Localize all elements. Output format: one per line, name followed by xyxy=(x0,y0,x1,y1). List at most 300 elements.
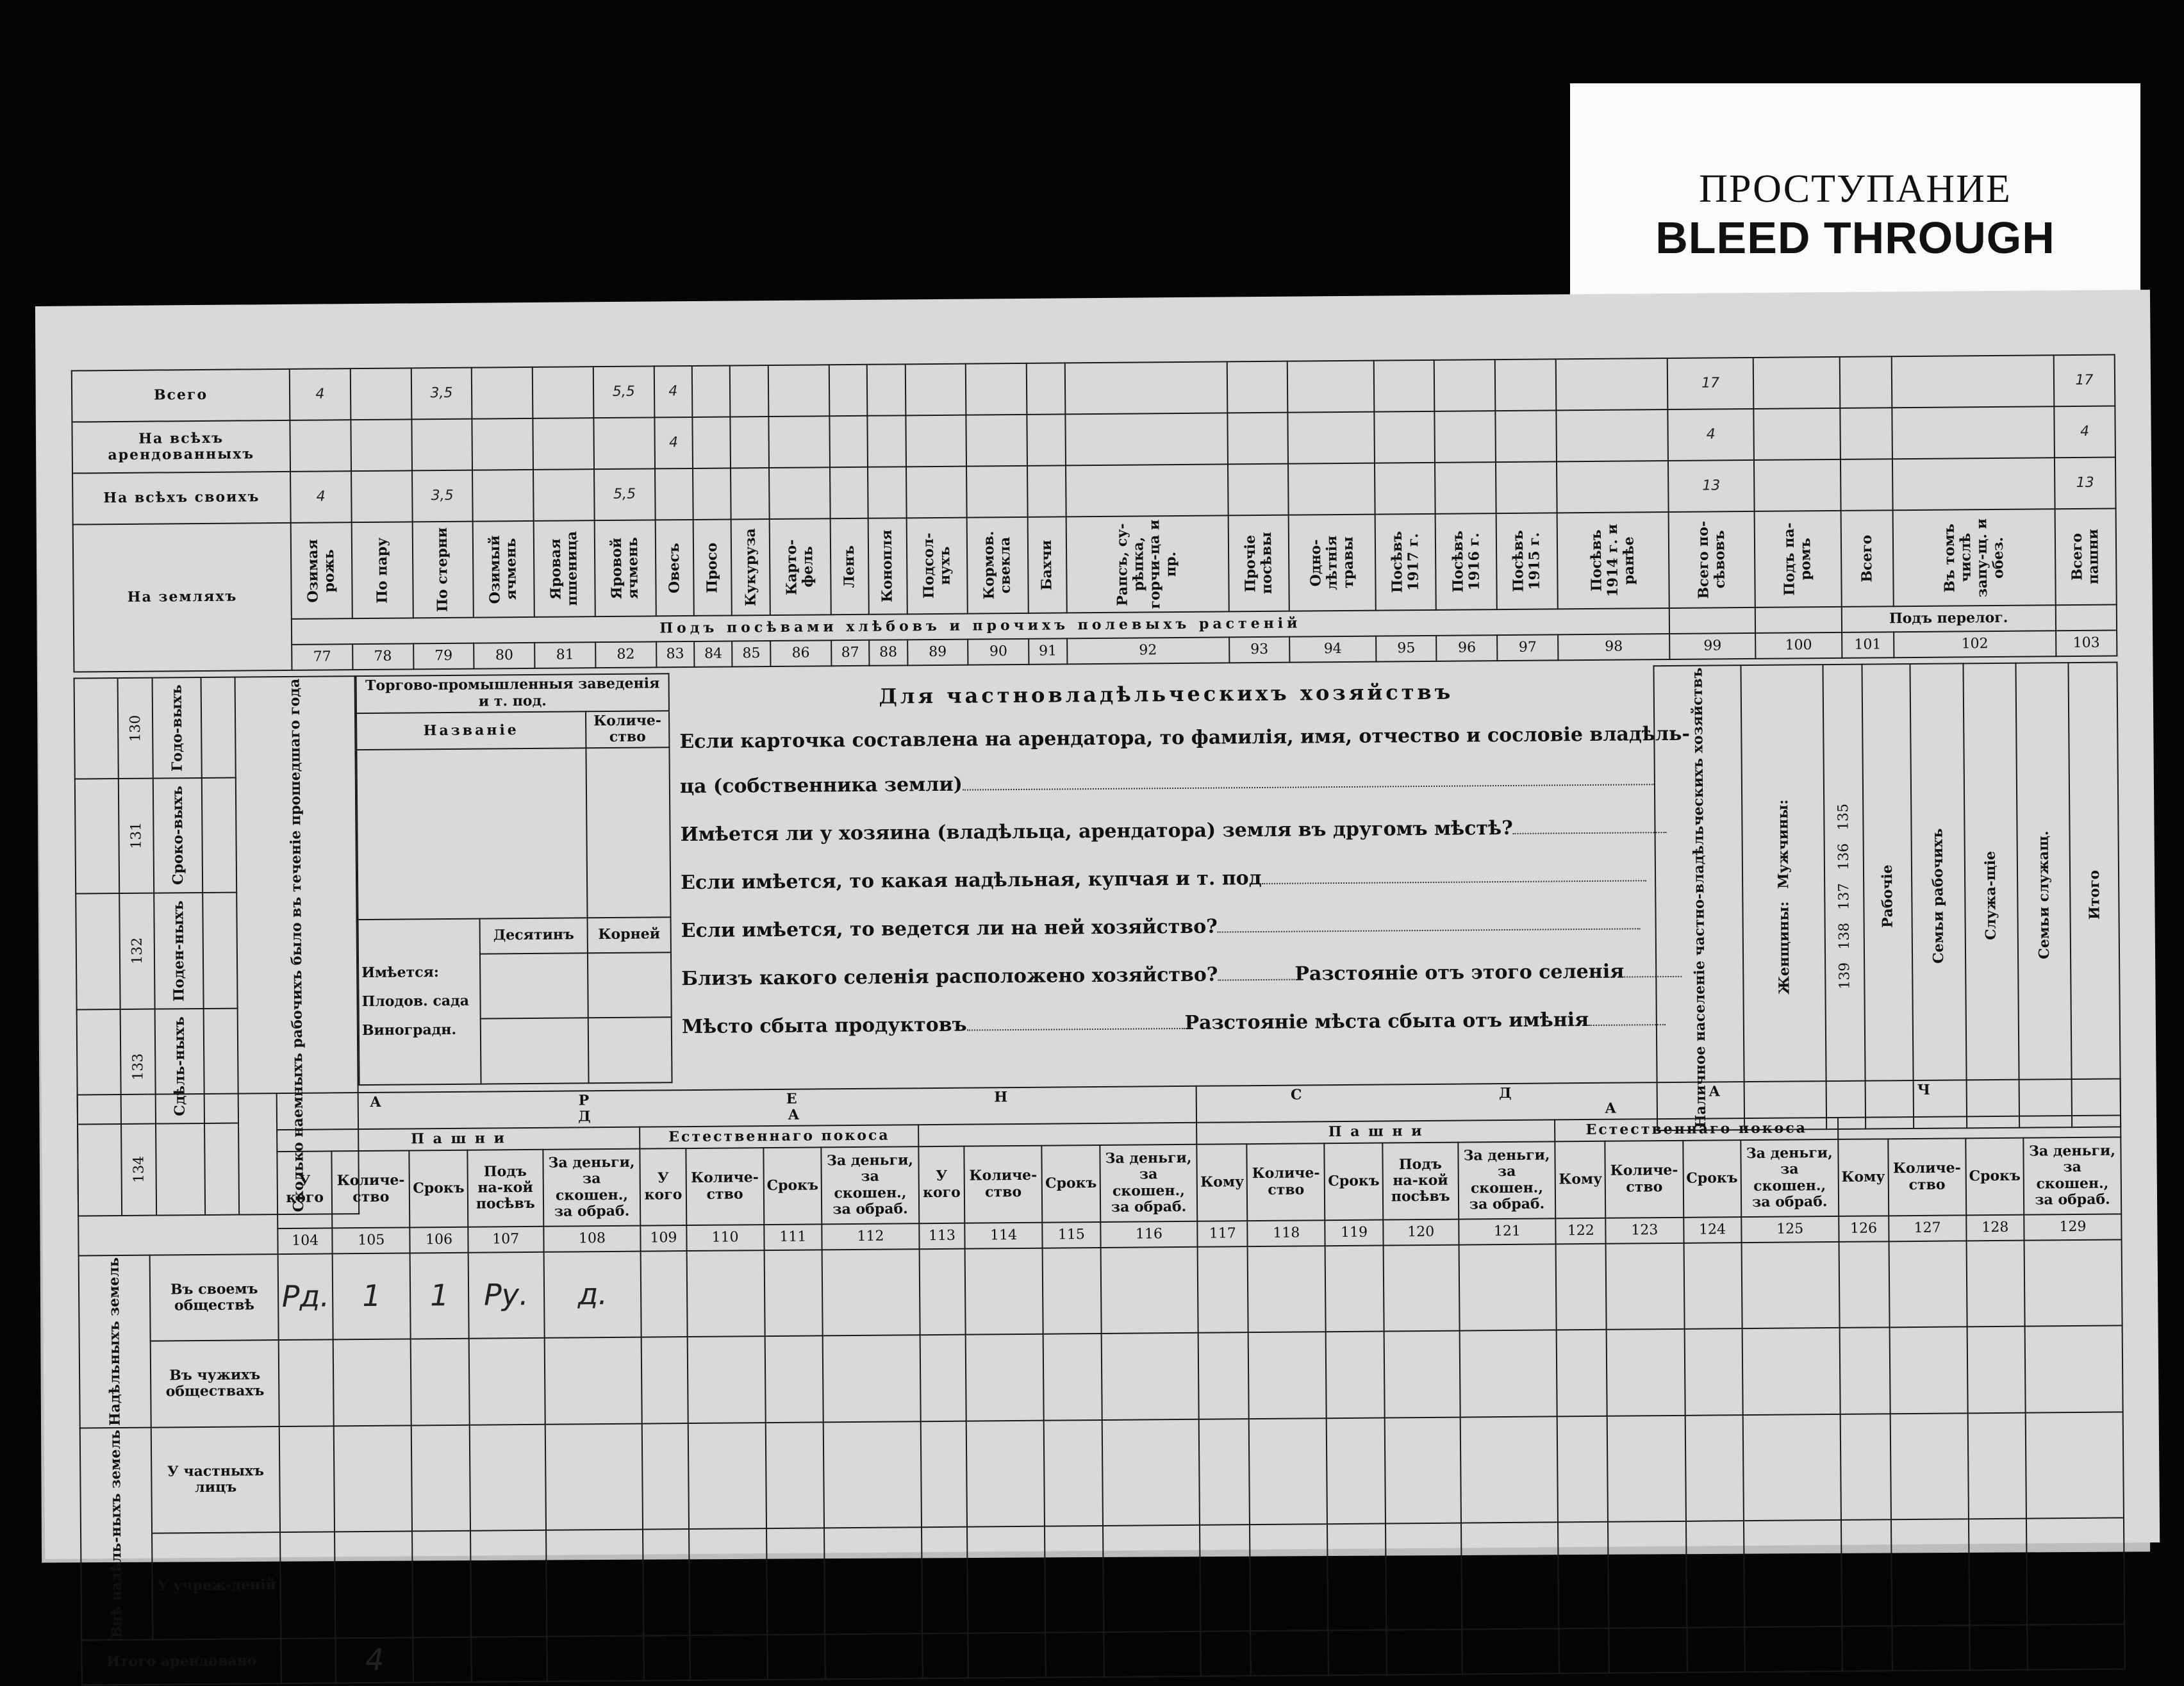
lease-cell xyxy=(1250,1524,1328,1631)
lease-pay-label: За деньги, за скошен., за обраб. xyxy=(1458,1141,1556,1219)
crop-column-label-text: Посѣвъ 1916 г. xyxy=(1449,531,1483,593)
lease-cell xyxy=(1383,1244,1459,1331)
lease-qty-label: Количе-ство xyxy=(686,1148,764,1225)
label-en: BLEED THROUGH xyxy=(1655,213,2055,263)
crop-column-label xyxy=(1228,515,1289,612)
lease-qty-label: Количе-ство xyxy=(1605,1140,1684,1218)
crop-cell xyxy=(472,367,533,419)
hired-value-cell xyxy=(202,778,236,893)
question-1b xyxy=(680,768,1655,798)
hired-col-number xyxy=(120,893,155,1009)
question-1a: Если карточка составлена на арендатора, то фамилія, имя, отчество и сословіе владѣль- xyxy=(679,722,1691,754)
lease-cell xyxy=(1684,1243,1742,1329)
crop-column-label xyxy=(967,517,1029,614)
crop-column-label-text: Прочіе посѣвы xyxy=(1241,532,1275,595)
crop-column-label xyxy=(1892,509,2055,606)
lease-who-label: Кому xyxy=(1838,1139,1889,1216)
hired-col-number-text: 132 xyxy=(129,938,145,965)
crop-cell xyxy=(1557,461,1669,513)
lease-row xyxy=(79,1239,2122,1342)
crop-column-label xyxy=(1435,513,1497,610)
crop-cell xyxy=(769,467,830,519)
column-number: 79 xyxy=(413,643,474,670)
lease-cell xyxy=(1100,1246,1198,1334)
hired-value-cell xyxy=(201,677,236,779)
lease-qty-label: Количе-ство xyxy=(332,1150,410,1228)
crop-column-label xyxy=(291,522,352,619)
lease-total-cell xyxy=(1744,1626,1842,1672)
lease-cell xyxy=(1558,1522,1609,1628)
crop-cell xyxy=(1435,411,1496,463)
lease-term-label: Срокъ xyxy=(1965,1137,2024,1215)
lease-pay-label: За деньги, за скошен., за обраб. xyxy=(543,1148,641,1226)
crop-cell xyxy=(1495,359,1556,411)
answer-line xyxy=(1262,880,1646,884)
lease-cell xyxy=(1607,1415,1685,1522)
crop-cell xyxy=(692,417,731,468)
column-number: 94 xyxy=(1289,636,1376,663)
lease-cell xyxy=(1967,1326,2025,1413)
lease-col-number: 126 xyxy=(1839,1216,1889,1242)
population-col-label: Итого xyxy=(2085,870,2103,920)
crop-column-label xyxy=(1755,511,1842,607)
lease-total-cell xyxy=(690,1635,768,1680)
lease-qty-label: Количе-ство xyxy=(964,1145,1042,1223)
crop-cell xyxy=(533,469,594,521)
lease-cell xyxy=(641,1251,687,1337)
lease-cell xyxy=(1839,1327,1890,1414)
crop-cell xyxy=(1753,357,1840,409)
crop-column-label-text: Просо xyxy=(704,542,721,593)
trade-qty-header: Количе-ство xyxy=(586,711,669,748)
crop-column-label-text: Карто-фель xyxy=(782,539,816,595)
lease-qty-label: Количе-ство xyxy=(1247,1143,1325,1221)
crop-column-label-text: Одно-лѣтнія травы xyxy=(1307,535,1357,590)
crop-cell xyxy=(868,467,906,518)
lease-cell xyxy=(545,1423,643,1530)
crop-cell xyxy=(1556,409,1668,461)
column-number: 99 xyxy=(1669,633,1756,659)
lease-term-label: Срокъ xyxy=(763,1147,822,1225)
crop-cell xyxy=(829,416,868,467)
lease-cell xyxy=(1248,1332,1327,1418)
crop-column-label-text: Озимый ячмень xyxy=(486,534,520,604)
column-number: 82 xyxy=(595,641,656,668)
roots-cell xyxy=(588,1017,672,1083)
column-number: 90 xyxy=(968,639,1029,665)
crop-column-label xyxy=(830,518,869,615)
trade-name-cell xyxy=(356,748,587,919)
lease-col-number: 111 xyxy=(764,1224,822,1250)
lease-col-number: 116 xyxy=(1100,1221,1198,1247)
population-side-label-text: Наличное населеніе частно-владѣльческихъ хозяйствъ xyxy=(1689,667,1709,1128)
crop-cell xyxy=(1839,356,1892,408)
crop-cell: 5,5 xyxy=(594,468,655,520)
lease-cell xyxy=(1840,1414,1890,1520)
lease-total-cell xyxy=(644,1635,690,1681)
lease-term-label: Срокъ xyxy=(1683,1140,1741,1218)
lease-total-cell xyxy=(922,1633,968,1679)
column-number: 89 xyxy=(907,640,968,666)
crop-column-label-text: Подъ па-ромъ xyxy=(1780,522,1814,596)
crop-column-label-text: Посѣвъ 1914 г. и ранѣе xyxy=(1587,524,1638,597)
population-row xyxy=(1653,663,2121,1130)
lease-pay-label: За деньги, за скошен., за обраб. xyxy=(1741,1139,1839,1217)
lease-cell xyxy=(688,1423,766,1530)
lease-total-cell xyxy=(1609,1628,1687,1673)
lease-col-number: 125 xyxy=(1741,1216,1839,1243)
question-6 xyxy=(682,1008,1666,1038)
lease-cell xyxy=(966,1420,1045,1527)
question-2-text: Имѣется ли у хозяина (владѣльца, арендатора) земля въ другомъ мѣстѣ? xyxy=(680,816,1513,847)
crop-cell xyxy=(290,420,351,472)
population-table xyxy=(1653,661,2121,1130)
crop-cell xyxy=(1288,463,1375,515)
lease-cell xyxy=(1969,1519,2028,1625)
crop-cell xyxy=(351,470,412,522)
hired-col-number xyxy=(119,779,154,893)
lease-cell xyxy=(1742,1328,1840,1415)
crop-caption: Подъ посѣвами хлѣбовъ и прочихъ полевыхъ растеній xyxy=(292,608,1669,645)
crop-cell xyxy=(472,470,533,522)
vineyard-label: Виноградн. xyxy=(361,1021,457,1039)
crop-column-label xyxy=(594,520,656,616)
lease-cell xyxy=(765,1422,824,1528)
lease-group-header xyxy=(1838,1115,2121,1139)
hired-col-label-text: Сроко-выхъ xyxy=(169,786,186,886)
hired-col-label-text: Сдѣль-ныхъ xyxy=(170,1016,188,1116)
crop-cell xyxy=(1892,406,2055,459)
question-5-text: Близъ какого селенія расположено хозяйство? xyxy=(681,963,1218,991)
lease-total-cell xyxy=(1842,1626,1892,1671)
lease-cell xyxy=(1841,1520,1892,1626)
crop-cell xyxy=(1496,461,1557,513)
lease-group-header: П а ш н и xyxy=(277,1127,640,1151)
lease-cell xyxy=(1326,1332,1384,1418)
crop-cell xyxy=(533,418,593,470)
crop-cell: 4 xyxy=(290,368,351,420)
crop-cell xyxy=(1496,410,1557,462)
lease-cell xyxy=(1248,1246,1326,1332)
census-card xyxy=(35,290,2160,1678)
orchard-label: Плодов. сада xyxy=(361,992,470,1011)
lease-cell xyxy=(1045,1526,1104,1632)
crop-cell xyxy=(1892,458,2055,510)
lease-col-number: 124 xyxy=(1684,1217,1742,1243)
lease-who-label: У кого xyxy=(918,1146,964,1223)
column-number: 102 xyxy=(1894,631,2056,657)
column-number: 96 xyxy=(1437,635,1498,661)
sdacha-title: С Д А Ч А xyxy=(1196,1079,2121,1122)
hired-col-number xyxy=(118,678,153,779)
lease-cell xyxy=(1891,1519,1969,1626)
column-number: 92 xyxy=(1067,637,1229,664)
desyatin-header: Десятинъ xyxy=(480,918,588,954)
crop-column-label-text: По стерни xyxy=(433,527,452,613)
hired-col-number-text: 131 xyxy=(128,822,145,850)
population-col xyxy=(1862,664,1914,1128)
lease-total-cell xyxy=(1687,1627,1745,1673)
lease-col-number: 107 xyxy=(468,1226,543,1252)
population-number: 135 xyxy=(1835,804,1852,831)
crop-column-label-text: Кормов. свекла xyxy=(980,531,1014,600)
lease-table xyxy=(77,1078,2126,1685)
lease-col-number: 115 xyxy=(1043,1222,1101,1248)
lease-who-label: У кого xyxy=(277,1151,333,1228)
lease-total-cell xyxy=(1892,1625,1970,1671)
fallow-label: Подъ перелог. xyxy=(1841,605,2056,632)
population-number: 138 xyxy=(1836,923,1853,950)
lease-cell xyxy=(2024,1239,2122,1326)
crop-cell xyxy=(693,468,731,519)
answer-line xyxy=(967,1028,1185,1031)
lease-cell xyxy=(766,1528,825,1635)
lease-col-number: 113 xyxy=(919,1223,964,1249)
crop-cell xyxy=(1375,463,1435,515)
lease-total-cell xyxy=(1969,1625,2028,1671)
crop-cell xyxy=(351,419,411,471)
lease-total-cell xyxy=(1046,1632,1104,1678)
column-number: 100 xyxy=(1755,632,1842,659)
lease-term-label: Срокъ xyxy=(1042,1145,1100,1223)
lease-total-cell xyxy=(1251,1630,1329,1676)
lease-cell xyxy=(822,1249,920,1336)
crop-column-label-text: Всего пашни xyxy=(2069,529,2102,585)
has-label: Имѣется: xyxy=(361,963,440,981)
lease-cell xyxy=(1386,1523,1462,1630)
hired-value-cell xyxy=(203,892,238,1009)
crop-column-label xyxy=(770,518,831,615)
lease-cell xyxy=(764,1250,822,1336)
lease-total-cell xyxy=(1201,1631,1251,1676)
population-col-label: Служа-щіе xyxy=(1981,850,2000,940)
men-label: Мужчины: xyxy=(1774,799,1792,889)
lease-cell xyxy=(546,1530,644,1637)
crop-column-label-text: Озимая рожь xyxy=(304,538,338,603)
lease-total-cell xyxy=(968,1633,1046,1678)
crop-cell xyxy=(1435,462,1496,514)
row-label: Всего xyxy=(72,369,290,422)
column-number: 77 xyxy=(292,644,352,670)
lease-pay-label: За деньги, за скошен., за обраб. xyxy=(2023,1137,2121,1214)
lease-cell xyxy=(2026,1412,2124,1519)
lease-cell xyxy=(823,1421,922,1528)
hired-col-label-text: Поден-ныхъ xyxy=(169,900,188,1002)
crop-column-label xyxy=(473,521,534,618)
crop-column-label xyxy=(868,518,907,614)
column-number: 95 xyxy=(1376,636,1437,662)
column-number: 78 xyxy=(352,643,413,670)
column-number: 101 xyxy=(1842,632,1894,658)
trade-name-header: Названіе xyxy=(356,711,586,750)
lease-group-header: Естественнаго покоса xyxy=(640,1125,919,1148)
lease-row-group-text: Внѣ надѣль-ныхъ земель xyxy=(106,1429,126,1639)
crop-cell: 4 xyxy=(2054,406,2115,458)
lease-col-number: 121 xyxy=(1459,1218,1556,1244)
lease-cell xyxy=(641,1337,688,1423)
lease-cell xyxy=(1325,1245,1384,1332)
crop-column-label-text: Ленъ xyxy=(840,545,858,588)
hired-col-label xyxy=(154,893,204,1009)
column-number: 83 xyxy=(656,641,695,667)
crop-cell xyxy=(966,363,1027,415)
crop-cell xyxy=(1288,412,1375,464)
lease-cell xyxy=(1459,1330,1557,1417)
lease-who-label: Кому xyxy=(1555,1141,1606,1218)
crop-cell xyxy=(1065,413,1228,465)
answer-line xyxy=(1513,832,1667,834)
lease-row-label: У частныхъ лицъ xyxy=(151,1426,280,1533)
lease-share-label: Подъ на-кой посѣвъ xyxy=(1382,1142,1459,1219)
crop-column-label xyxy=(1496,513,1558,609)
lease-total-cell xyxy=(471,1637,547,1682)
crop-column-label-text: Посѣвъ 1917 г. xyxy=(1388,531,1422,593)
crop-cell xyxy=(867,415,906,467)
lease-row-label: Въ чужихъ обществахъ xyxy=(151,1340,279,1427)
lease-row xyxy=(80,1412,2124,1534)
lease-row xyxy=(81,1518,2124,1641)
crop-cell xyxy=(829,365,867,416)
lease-cell xyxy=(411,1425,470,1531)
crop-cell xyxy=(1066,464,1228,517)
column-number: 88 xyxy=(869,640,907,665)
crop-column-label-text: По пару xyxy=(373,537,391,604)
lease-col-number: 123 xyxy=(1606,1217,1684,1243)
lease-pay-label: За деньги, за скошен., за обраб. xyxy=(1100,1144,1198,1221)
lease-cell xyxy=(823,1335,921,1422)
hired-col-label-text: Годо-выхъ xyxy=(168,684,186,772)
lease-col-number: 109 xyxy=(641,1225,686,1252)
lease-term-label: Срокъ xyxy=(410,1150,468,1227)
orchard-block xyxy=(358,918,481,1085)
lease-total-cell xyxy=(1559,1628,1609,1674)
lease-cell xyxy=(689,1528,767,1635)
lease-pay-label: За деньги, за скошен., за обраб. xyxy=(821,1146,919,1224)
lease-cell xyxy=(1461,1523,1559,1630)
lease-cell xyxy=(1101,1333,1199,1420)
lease-cell: Рд. xyxy=(278,1253,333,1340)
lease-cell: д. xyxy=(543,1251,641,1338)
lease-col-number: 128 xyxy=(1966,1214,2024,1241)
column-number: 86 xyxy=(770,640,831,666)
lease-cell xyxy=(1557,1416,1608,1522)
lease-cell xyxy=(1744,1520,1842,1627)
lease-cell xyxy=(922,1527,968,1633)
lease-total-cell xyxy=(547,1636,644,1682)
crop-column-label-text: Конопля xyxy=(878,529,896,603)
lease-cell xyxy=(1889,1241,1967,1327)
lease-cell xyxy=(1889,1326,1967,1413)
crop-column-label-text: Яровая пшеница xyxy=(547,531,581,606)
crop-column-label-text: Всего xyxy=(1858,534,1876,583)
lease-total-cell xyxy=(825,1633,922,1679)
lease-cell xyxy=(470,1424,546,1531)
lease-cell xyxy=(1327,1524,1386,1630)
question-1b-text: ца (собственника земли) xyxy=(679,773,963,798)
population-numbers xyxy=(1823,665,1866,1129)
crop-cell xyxy=(768,416,829,468)
crop-cell xyxy=(1840,408,1892,459)
crop-cell: 4 xyxy=(1667,409,1754,461)
lease-cell xyxy=(1103,1525,1201,1632)
answer-line xyxy=(1218,928,1641,932)
desyatin-cell xyxy=(480,953,588,1019)
crop-cell xyxy=(655,468,693,520)
lease-who-label: У кого xyxy=(640,1148,686,1226)
lease-cell xyxy=(2026,1518,2124,1625)
column-number: 85 xyxy=(732,641,771,666)
crop-cell xyxy=(351,368,411,420)
lease-total-cell xyxy=(2027,1624,2124,1669)
lease-cell xyxy=(279,1339,334,1426)
lease-cell xyxy=(2025,1326,2123,1413)
crop-column-label-text: Яровой ячмень xyxy=(608,537,641,600)
crop-cell xyxy=(593,417,654,469)
crop-column-label xyxy=(1668,511,1755,608)
lease-col-number: 129 xyxy=(2024,1214,2121,1240)
lease-col-number: 112 xyxy=(822,1223,919,1250)
hired-col-number-text: 130 xyxy=(127,715,144,742)
question-4 xyxy=(681,912,1641,942)
crop-caption-blank xyxy=(1755,607,1842,633)
crop-cell xyxy=(1227,413,1288,465)
crop-column-label xyxy=(1028,517,1067,613)
lease-col-number: 118 xyxy=(1248,1220,1325,1246)
arenda-title: А Р Е Н Д А xyxy=(277,1086,1197,1130)
crop-cell xyxy=(730,365,768,417)
lease-col-number: 110 xyxy=(686,1225,764,1251)
lease-cell xyxy=(642,1423,688,1530)
question-5b-text: Разстояніе отъ этого селенія xyxy=(1295,960,1625,986)
crop-cell xyxy=(966,415,1027,467)
crop-column-label xyxy=(1557,512,1669,609)
crop-cell xyxy=(1027,414,1065,465)
column-number: 103 xyxy=(2056,631,2117,657)
lease-row-label: У учреж-деній xyxy=(152,1532,281,1639)
hired-col-number-text: 134 xyxy=(131,1156,147,1184)
lease-cell xyxy=(1839,1241,1889,1328)
crop-cell xyxy=(906,415,966,467)
crop-column-label-text: Кукуруза xyxy=(741,528,759,607)
lease-row-label: Въ своемъ обществѣ xyxy=(150,1254,279,1341)
hired-col-number-text: 133 xyxy=(129,1053,147,1080)
column-number: 98 xyxy=(1558,634,1669,660)
hired-col-label xyxy=(153,677,202,779)
crop-column-label xyxy=(693,519,732,615)
lease-cell xyxy=(333,1339,411,1426)
lease-cell xyxy=(1459,1244,1557,1331)
lease-cell xyxy=(1199,1419,1250,1525)
lease-group-header: П а ш н и xyxy=(1196,1120,1555,1144)
lease-cell xyxy=(686,1250,765,1337)
lease-cell xyxy=(1967,1412,2026,1519)
crop-cell: 4 xyxy=(290,471,351,523)
lease-total-cell xyxy=(767,1634,825,1680)
private-questions xyxy=(679,665,1691,1083)
population-col xyxy=(1963,663,2019,1128)
private-title: Для частновладѣльческихъ хозяйствъ xyxy=(879,679,1454,709)
lease-cell xyxy=(1249,1418,1327,1525)
lease-total-cell xyxy=(1462,1628,1559,1674)
lease-row-group xyxy=(80,1427,153,1640)
trade-title: Торгово-промышленныя заведенія и т. под. xyxy=(356,674,669,713)
column-number: 80 xyxy=(474,643,534,669)
question-6b-text: Разстояніе мѣста сбыта отъ имѣнія xyxy=(1184,1008,1589,1034)
women-label: Женщины: xyxy=(1774,901,1793,995)
crop-cell xyxy=(905,364,966,416)
lease-cell xyxy=(765,1335,823,1422)
crop-column-label xyxy=(731,519,770,615)
